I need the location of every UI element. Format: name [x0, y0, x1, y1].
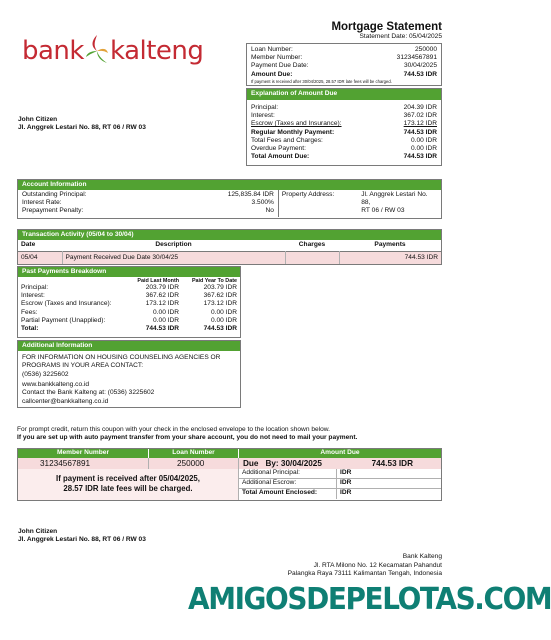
exp-total-value: 744.53 IDR	[403, 153, 437, 161]
amount-due-value: 744.53 IDR	[403, 70, 437, 78]
penalty-value: No	[265, 207, 274, 215]
coupon-late-line-2: 28.57 IDR late fees will be charged.	[63, 484, 193, 493]
rate-value: 3.500%	[251, 199, 274, 207]
payment-due-date-value: 30/04/2025	[403, 62, 437, 70]
additional-info-box	[17, 340, 241, 408]
explanation-header: Explanation of Amount Due	[247, 89, 441, 100]
col-payments: Payments	[374, 241, 406, 249]
outstanding-value: 125,835.84 IDR	[227, 191, 274, 198]
coupon-member-number: 31234567891	[18, 458, 149, 469]
statement-title: Mortgage Statement	[331, 21, 442, 33]
row-charges	[285, 251, 339, 264]
pp-last: 367.62 IDR	[145, 292, 180, 300]
past-payments-table	[18, 278, 240, 333]
row-description: Payment Received Due Date 30/04/25	[62, 251, 285, 264]
coupon-col-loan: Loan Number	[149, 449, 239, 458]
coupon-loan-number: 250000	[149, 458, 239, 469]
member-number-value: 31234567891	[396, 54, 437, 62]
pp-ytd: 0.00 IDR	[210, 308, 237, 316]
exp-interest-label: Interest:	[251, 112, 275, 120]
logo-text-kalteng: kalteng	[109, 36, 204, 66]
pp-ytd: 203.79 IDR	[203, 284, 237, 291]
mailing-address: Jl. Anggrek Lestari No. 88, RT 06 / RW 03	[18, 536, 146, 543]
table-row	[18, 284, 240, 292]
member-number-label: Member Number:	[251, 54, 303, 62]
exp-interest-value: 367.02 IDR	[403, 112, 437, 120]
pp-ytd: 0.00 IDR	[210, 316, 237, 324]
coupon-due-by: By: 30/04/2025	[265, 459, 322, 468]
explanation-box	[246, 88, 442, 166]
coupon-late-line-1: If payment is received after 05/04/2025,	[56, 474, 200, 483]
coupon-due-amount: 744.53 IDR	[371, 459, 413, 468]
transactions-header: Transaction Activity (05/04 to 30/04)	[18, 230, 441, 240]
penalty-label: Prepayment Penalty:	[22, 207, 84, 215]
info-line-1: FOR INFORMATION ON HOUSING COUNSELING AGENCIES OR	[22, 354, 221, 361]
coupon-due-label: Due	[243, 459, 259, 468]
coupon-instruction: For prompt credit, return this coupon with your check in the enclosed envelope to the location shown below.	[17, 426, 331, 433]
exp-total-label: Total Amount Due:	[251, 153, 310, 161]
pp-ytd: 744.53 IDR	[203, 325, 237, 333]
info-website[interactable]: www.bankkalteng.co.id	[22, 380, 90, 388]
table-row	[18, 292, 240, 300]
pp-ytd: 367.62 IDR	[203, 292, 237, 300]
loan-number-label: Loan Number:	[251, 46, 293, 53]
col-date: Date	[21, 241, 36, 249]
pp-last: 173.12 IDR	[145, 300, 180, 308]
exp-principal-value: 204.39 IDR	[403, 104, 437, 111]
exp-overdue-value: 0.00 IDR	[410, 145, 437, 153]
info-contact: Contact the Bank Kalteng at: (0536) 3225602	[22, 388, 155, 396]
pp-label: Principal:	[21, 284, 49, 291]
col-paid-last-month: Paid Last Month	[137, 278, 180, 284]
table-row	[18, 325, 240, 333]
row-date: 05/04	[18, 251, 62, 264]
account-info-header: Account Information	[18, 180, 441, 190]
pp-last: 744.53 IDR	[145, 325, 180, 333]
property-label: Property Address:	[281, 191, 335, 198]
pp-last: 0.00 IDR	[153, 316, 180, 324]
exp-overdue-label: Overdue Payment:	[251, 145, 306, 153]
property-line-1: Jl. Anggrek Lestari No. 88,	[361, 191, 428, 207]
watermark: AMIGOSDEPELOTAS.COM	[188, 582, 551, 617]
logo-text-bank: bank	[22, 36, 84, 66]
past-payments-box	[17, 266, 241, 338]
table-row	[18, 251, 441, 264]
late-fee-note: If payment is received after 30/04/2025, 28.57 IDR late fees will be charged.	[251, 78, 392, 84]
add-principal-input[interactable]: IDR	[340, 469, 352, 476]
bank-address-line-1: Jl. RTA Milono No. 12 Kecamatan Pahandut	[313, 562, 442, 569]
amount-due-label: Amount Due:	[251, 70, 293, 78]
add-escrow-label: Additional Escrow:	[239, 479, 337, 488]
payment-coupon	[17, 448, 442, 501]
coupon-autopay-note: If you are set up with auto payment transfer from your share account, you do not need to mail your payment.	[17, 434, 358, 441]
exp-principal-label: Principal:	[251, 104, 279, 111]
pp-ytd: 173.12 IDR	[203, 300, 237, 308]
pp-last: 0.00 IDR	[153, 308, 180, 316]
statement-date: Statement Date: 05/04/2025	[359, 33, 442, 40]
add-principal-label: Additional Principal:	[239, 469, 337, 478]
table-row	[18, 300, 240, 308]
row-payments: 744.53 IDR	[404, 253, 438, 261]
transactions-table	[18, 240, 441, 264]
exp-escrow-value: 173.12 IDR	[403, 120, 437, 128]
account-info-box	[17, 179, 442, 219]
exp-escrow-label: Escrow (Taxes and Insurance):	[251, 120, 342, 128]
property-line-2: RT 06 / RW 03	[361, 207, 405, 215]
pp-label: Fees:	[21, 308, 38, 316]
summary-box	[246, 43, 442, 86]
exp-fees-value: 0.00 IDR	[410, 136, 437, 144]
coupon-col-amount: Amount Due	[320, 449, 360, 456]
info-phone: (0536) 3225602	[22, 371, 69, 379]
payment-due-date-label: Payment Due Date:	[251, 62, 309, 70]
customer-address: Jl. Anggrek Lestari No. 88, RT 06 / RW 03	[18, 124, 146, 131]
coupon-col-member: Member Number	[18, 449, 149, 458]
loan-number-value: 250000	[414, 46, 437, 53]
exp-fees-label: Total Fees and Charges:	[251, 136, 323, 144]
col-description: Description	[155, 241, 192, 249]
pp-label: Escrow (Taxes and Insurance):	[21, 300, 112, 308]
col-charges: Charges	[298, 241, 326, 249]
bank-address-line-2: Palangka Raya 73111 Kalimantan Tengah, Indonesia	[287, 570, 442, 577]
past-payments-header: Past Payments Breakdown	[18, 267, 240, 277]
bank-logo	[22, 33, 203, 69]
outstanding-label: Outstanding Principal:	[22, 191, 87, 198]
exp-regular-label: Regular Monthly Payment:	[251, 128, 335, 136]
rate-label: Interest Rate:	[22, 199, 62, 207]
bank-name: Bank Kalteng	[402, 553, 442, 560]
table-row	[18, 309, 240, 317]
total-enclosed-label: Total Amount Enclosed:	[239, 489, 337, 499]
logo-mark-icon	[85, 33, 109, 69]
info-line-2: PROGRAMS IN YOUR AREA CONTACT:	[22, 362, 144, 370]
add-escrow-input[interactable]: IDR	[340, 479, 352, 486]
mailing-name: John Citizen	[18, 528, 58, 535]
pp-label: Interest:	[21, 292, 45, 300]
customer-name: John Citizen	[18, 116, 58, 123]
info-email[interactable]: callcenter@bankkalteng.co.id	[22, 398, 109, 406]
col-paid-ytd: Paid Year To Date	[191, 278, 237, 284]
pp-label: Total:	[21, 325, 39, 333]
additional-info-header: Additional Information	[18, 341, 240, 351]
pp-label: Partial Payment (Unapplied):	[21, 316, 106, 324]
total-enclosed-input[interactable]: IDR	[340, 489, 352, 496]
exp-regular-value: 744.53 IDR	[403, 128, 437, 136]
transactions-box	[17, 229, 442, 265]
pp-last: 203.79 IDR	[145, 284, 180, 291]
table-row	[18, 317, 240, 325]
